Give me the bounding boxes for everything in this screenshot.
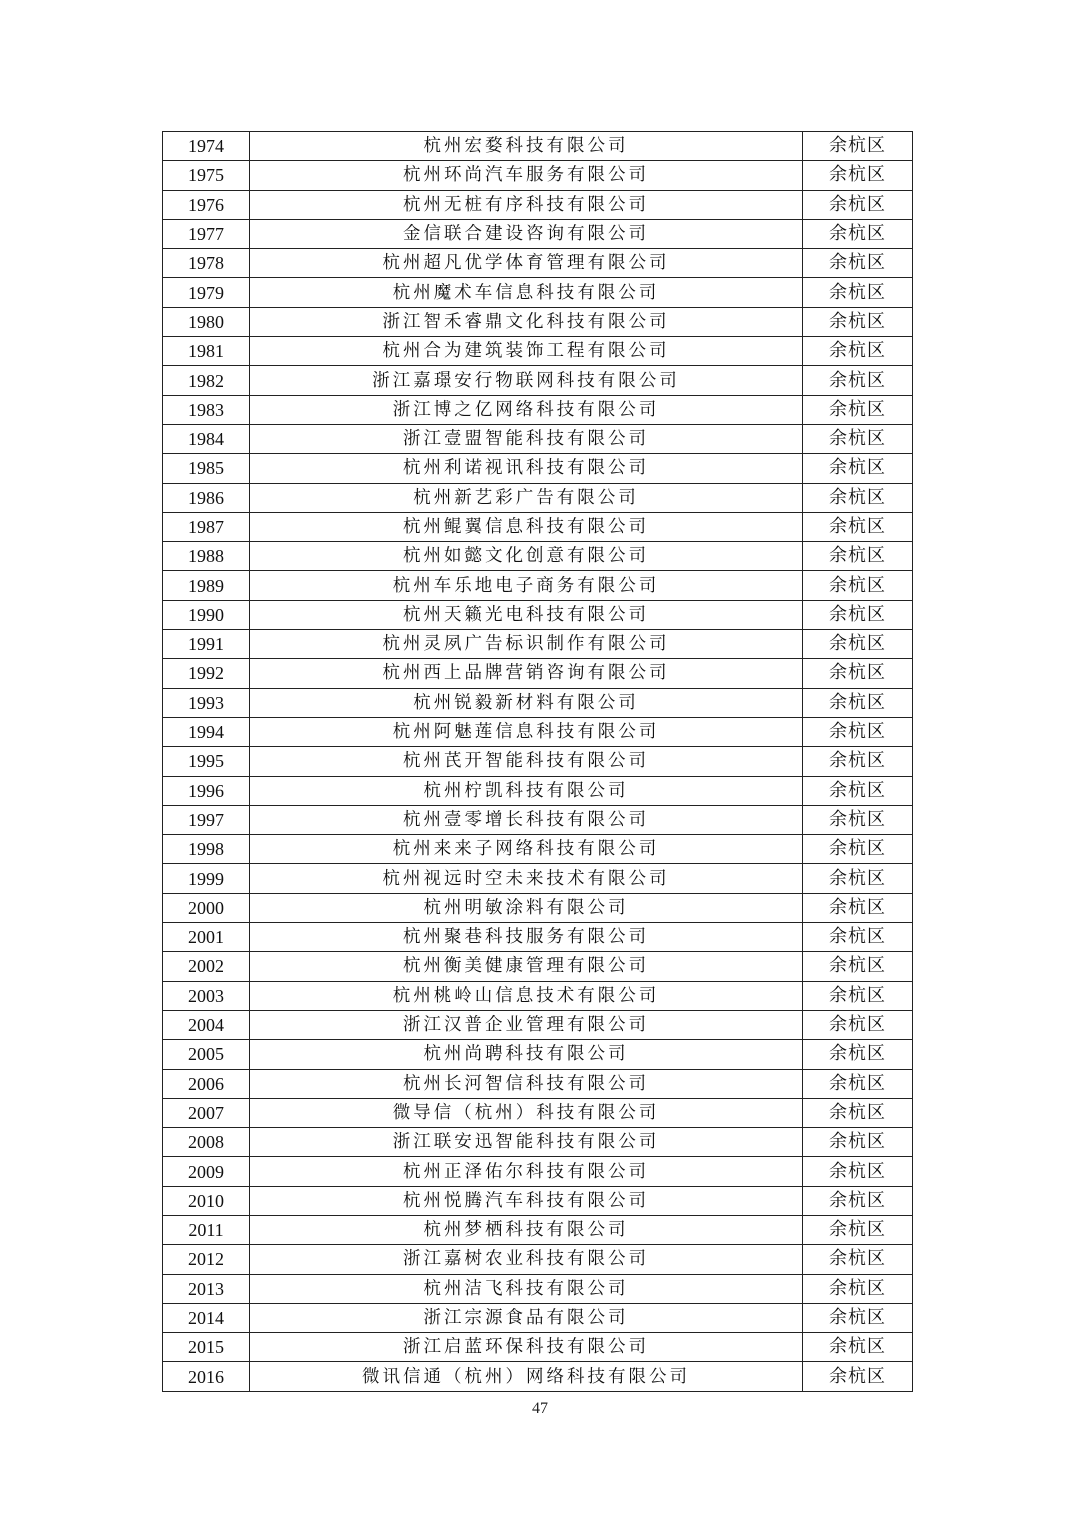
table-row [163,132,913,161]
district-cell: 余杭区 [803,337,913,366]
table-row [163,161,913,190]
row-number-cell: 1983 [163,395,250,424]
company-list-body [163,132,913,1392]
row-number-cell: 1993 [163,688,250,717]
district-cell: 余杭区 [803,307,913,336]
row-number-cell: 2000 [163,893,250,922]
company-name-cell: 杭州利诺视讯科技有限公司 [250,454,803,483]
row-number-cell: 1978 [163,249,250,278]
row-number-cell: 1991 [163,630,250,659]
company-name-cell: 杭州视远时空未来技术有限公司 [250,864,803,893]
district-cell: 余杭区 [803,571,913,600]
table-row [163,483,913,512]
company-list-table-wrapper [162,131,912,1392]
company-name-cell: 杭州悦腾汽车科技有限公司 [250,1186,803,1215]
district-cell: 余杭区 [803,395,913,424]
district-cell: 余杭区 [803,249,913,278]
company-name-cell: 杭州无桩有序科技有限公司 [250,190,803,219]
table-row [163,1303,913,1332]
company-name-cell: 杭州天籁光电科技有限公司 [250,600,803,629]
district-cell: 余杭区 [803,600,913,629]
row-number-cell: 1999 [163,864,250,893]
district-cell: 余杭区 [803,1274,913,1303]
row-number-cell: 2010 [163,1186,250,1215]
district-cell: 余杭区 [803,1098,913,1127]
table-row [163,952,913,981]
company-name-cell: 杭州桃岭山信息技术有限公司 [250,981,803,1010]
table-row [163,571,913,600]
row-number-cell: 1996 [163,776,250,805]
district-cell: 余杭区 [803,542,913,571]
row-number-cell: 1990 [163,600,250,629]
table-row [163,717,913,746]
row-number-cell: 1975 [163,161,250,190]
row-number-cell: 2003 [163,981,250,1010]
district-cell: 余杭区 [803,366,913,395]
company-name-cell: 杭州灵夙广告标识制作有限公司 [250,630,803,659]
company-name-cell: 微讯信通（杭州）网络科技有限公司 [250,1362,803,1391]
table-row [163,278,913,307]
company-name-cell: 杭州魔术车信息科技有限公司 [250,278,803,307]
company-name-cell: 杭州梦栖科技有限公司 [250,1215,803,1244]
company-name-cell: 杭州壹零增长科技有限公司 [250,805,803,834]
district-cell: 余杭区 [803,659,913,688]
table-row [163,776,913,805]
row-number-cell: 1997 [163,805,250,834]
company-name-cell: 杭州长河智信科技有限公司 [250,1069,803,1098]
company-name-cell: 杭州阿魅莲信息科技有限公司 [250,717,803,746]
company-name-cell: 浙江智禾睿鼎文化科技有限公司 [250,307,803,336]
table-row [163,395,913,424]
district-cell: 余杭区 [803,747,913,776]
row-number-cell: 2006 [163,1069,250,1098]
district-cell: 余杭区 [803,1157,913,1186]
district-cell: 余杭区 [803,864,913,893]
district-cell: 余杭区 [803,512,913,541]
row-number-cell: 1985 [163,454,250,483]
row-number-cell: 1998 [163,835,250,864]
company-name-cell: 浙江博之亿网络科技有限公司 [250,395,803,424]
row-number-cell: 2014 [163,1303,250,1332]
company-name-cell: 浙江嘉树农业科技有限公司 [250,1245,803,1274]
table-row [163,1186,913,1215]
company-name-cell: 杭州聚巷科技服务有限公司 [250,923,803,952]
company-name-cell: 杭州鲲翼信息科技有限公司 [250,512,803,541]
company-name-cell: 杭州尚聘科技有限公司 [250,1040,803,1069]
district-cell: 余杭区 [803,424,913,453]
district-cell: 余杭区 [803,190,913,219]
row-number-cell: 2016 [163,1362,250,1391]
table-row [163,747,913,776]
row-number-cell: 2002 [163,952,250,981]
company-name-cell: 杭州柠凯科技有限公司 [250,776,803,805]
row-number-cell: 1986 [163,483,250,512]
table-row [163,659,913,688]
company-name-cell: 浙江壹盟智能科技有限公司 [250,424,803,453]
district-cell: 余杭区 [803,1040,913,1069]
row-number-cell: 1995 [163,747,250,776]
table-row [163,1157,913,1186]
district-cell: 余杭区 [803,805,913,834]
table-row [163,1128,913,1157]
table-row [163,337,913,366]
table-row [163,249,913,278]
company-name-cell: 杭州环尚汽车服务有限公司 [250,161,803,190]
row-number-cell: 1976 [163,190,250,219]
company-name-cell: 杭州西上品牌营销咨询有限公司 [250,659,803,688]
company-name-cell: 杭州合为建筑装饰工程有限公司 [250,337,803,366]
district-cell: 余杭区 [803,1245,913,1274]
row-number-cell: 1987 [163,512,250,541]
table-row [163,1362,913,1391]
company-name-cell: 杭州衡美健康管理有限公司 [250,952,803,981]
row-number-cell: 1977 [163,219,250,248]
district-cell: 余杭区 [803,923,913,952]
company-name-cell: 金信联合建设咨询有限公司 [250,219,803,248]
company-name-cell: 浙江宗源食品有限公司 [250,1303,803,1332]
district-cell: 余杭区 [803,1333,913,1362]
district-cell: 余杭区 [803,1128,913,1157]
district-cell: 余杭区 [803,717,913,746]
company-name-cell: 杭州超凡优学体育管理有限公司 [250,249,803,278]
table-row [163,864,913,893]
row-number-cell: 2008 [163,1128,250,1157]
row-number-cell: 1984 [163,424,250,453]
table-row [163,923,913,952]
company-name-cell: 杭州锐毅新材料有限公司 [250,688,803,717]
table-row [163,542,913,571]
page-number: 47 [532,1400,548,1417]
district-cell: 余杭区 [803,1069,913,1098]
table-row [163,805,913,834]
district-cell: 余杭区 [803,1186,913,1215]
district-cell: 余杭区 [803,454,913,483]
table-row [163,1069,913,1098]
row-number-cell: 1982 [163,366,250,395]
table-row [163,1215,913,1244]
row-number-cell: 2004 [163,1010,250,1039]
district-cell: 余杭区 [803,161,913,190]
district-cell: 余杭区 [803,278,913,307]
company-name-cell: 浙江嘉璟安行物联网科技有限公司 [250,366,803,395]
company-name-cell: 杭州车乐地电子商务有限公司 [250,571,803,600]
table-row [163,1010,913,1039]
table-row [163,219,913,248]
table-row [163,1333,913,1362]
row-number-cell: 2015 [163,1333,250,1362]
table-row [163,424,913,453]
company-name-cell: 浙江联安迅智能科技有限公司 [250,1128,803,1157]
table-row [163,1274,913,1303]
row-number-cell: 2009 [163,1157,250,1186]
district-cell: 余杭区 [803,688,913,717]
table-row [163,630,913,659]
company-name-cell: 杭州明敏涂料有限公司 [250,893,803,922]
row-number-cell: 1989 [163,571,250,600]
district-cell: 余杭区 [803,219,913,248]
company-name-cell: 浙江启蓝环保科技有限公司 [250,1333,803,1362]
company-name-cell: 杭州来来子网络科技有限公司 [250,835,803,864]
row-number-cell: 2011 [163,1215,250,1244]
row-number-cell: 1994 [163,717,250,746]
company-name-cell: 浙江汉普企业管理有限公司 [250,1010,803,1039]
table-row [163,1245,913,1274]
table-row [163,835,913,864]
row-number-cell: 2013 [163,1274,250,1303]
company-name-cell: 杭州新艺彩广告有限公司 [250,483,803,512]
table-row [163,512,913,541]
company-list-table [162,131,913,1392]
row-number-cell: 1981 [163,337,250,366]
district-cell: 余杭区 [803,1362,913,1391]
table-row [163,1098,913,1127]
table-row [163,190,913,219]
row-number-cell: 2005 [163,1040,250,1069]
row-number-cell: 1980 [163,307,250,336]
district-cell: 余杭区 [803,1010,913,1039]
row-number-cell: 2012 [163,1245,250,1274]
company-name-cell: 杭州正泽佑尔科技有限公司 [250,1157,803,1186]
company-name-cell: 微导信（杭州）科技有限公司 [250,1098,803,1127]
table-row [163,366,913,395]
district-cell: 余杭区 [803,132,913,161]
row-number-cell: 2007 [163,1098,250,1127]
row-number-cell: 1988 [163,542,250,571]
district-cell: 余杭区 [803,776,913,805]
table-row [163,307,913,336]
company-name-cell: 杭州如懿文化创意有限公司 [250,542,803,571]
district-cell: 余杭区 [803,835,913,864]
table-row [163,688,913,717]
table-row [163,893,913,922]
district-cell: 余杭区 [803,483,913,512]
row-number-cell: 1974 [163,132,250,161]
district-cell: 余杭区 [803,1303,913,1332]
table-row [163,600,913,629]
row-number-cell: 2001 [163,923,250,952]
district-cell: 余杭区 [803,981,913,1010]
district-cell: 余杭区 [803,1215,913,1244]
company-name-cell: 杭州洁飞科技有限公司 [250,1274,803,1303]
district-cell: 余杭区 [803,952,913,981]
row-number-cell: 1992 [163,659,250,688]
district-cell: 余杭区 [803,630,913,659]
company-name-cell: 杭州芪开智能科技有限公司 [250,747,803,776]
district-cell: 余杭区 [803,893,913,922]
company-name-cell: 杭州宏婺科技有限公司 [250,132,803,161]
table-row [163,454,913,483]
row-number-cell: 1979 [163,278,250,307]
table-row [163,981,913,1010]
table-row [163,1040,913,1069]
